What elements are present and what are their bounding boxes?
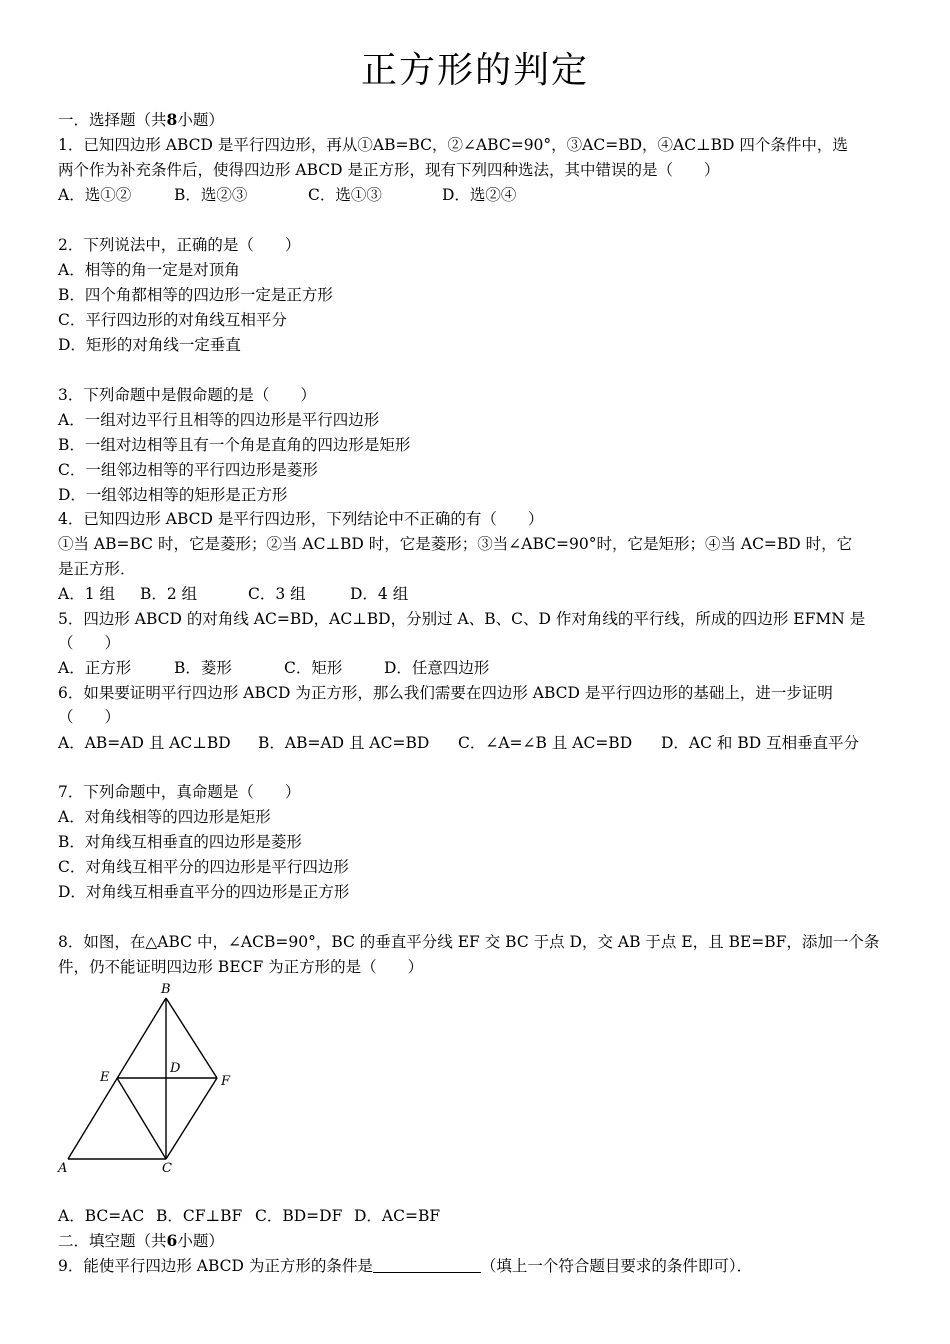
- q6-option-b[interactable]: B．AB=AD 且 AC=BD: [258, 734, 430, 752]
- q6-stem-line2: （ ）: [58, 708, 121, 726]
- q3-option-c[interactable]: C．一组邻边相等的平行四边形是菱形: [58, 461, 318, 479]
- q8-stem-line1: 8．如图，在△ABC 中，∠ACB=90°，BC 的垂直平分线 EF 交 BC 于点 D，交 AB 于点 E，且 BE=BF，添加一个条: [58, 933, 880, 951]
- q8-options: [58, 1204, 898, 1228]
- q7-option-d[interactable]: D．对角线互相垂直平分的四边形是正方形: [58, 883, 350, 901]
- q2-stem: 2．下列说法中，正确的是（ ）: [58, 236, 301, 254]
- q5-option-a[interactable]: A．正方形: [58, 659, 132, 677]
- q7-option-c[interactable]: C．对角线互相平分的四边形是平行四边形: [58, 858, 349, 876]
- q5-stem-line2: （ ）: [58, 634, 121, 652]
- q4-body-line2: 是正方形．: [58, 560, 136, 578]
- q3-option-b[interactable]: B．一组对边相等且有一个角是直角的四边形是矩形: [58, 436, 411, 454]
- point-label-c: C: [162, 1161, 172, 1176]
- section-heading-1: 一．选择题（共8小题）: [58, 110, 224, 129]
- q8-option-a[interactable]: A．BC=AC: [58, 1207, 145, 1225]
- point-label-a: A: [58, 1161, 68, 1176]
- q2-option-d[interactable]: D．矩形的对角线一定垂直: [58, 336, 241, 354]
- q4-option-b[interactable]: B．2 组: [140, 585, 198, 603]
- q4-options: [58, 582, 898, 606]
- q4-stem: 4．已知四边形 ABCD 是平行四边形，下列结论中不正确的有（ ）: [58, 510, 544, 528]
- q5-option-b[interactable]: B．菱形: [174, 659, 232, 677]
- q1-option-b[interactable]: B．选②③: [174, 186, 248, 204]
- q1-option-d[interactable]: D．选②④: [442, 186, 517, 204]
- q3-stem: 3．下列命题中是假命题的是（ ）: [58, 386, 316, 404]
- q5-option-d[interactable]: D．任意四边形: [384, 659, 490, 677]
- q6-option-a[interactable]: A．AB=AD 且 AC⊥BD: [58, 734, 231, 752]
- point-label-f: F: [221, 1074, 231, 1089]
- q8-stem-line2: 件，仍不能证明四边形 BECF 为正方形的是（ ）: [58, 958, 424, 976]
- q2-option-b[interactable]: B．四个角都相等的四边形一定是正方形: [58, 286, 333, 304]
- q8-geometry-figure: [50, 980, 250, 1180]
- q8-option-b[interactable]: B．CF⊥BF: [156, 1207, 243, 1225]
- q1-option-c[interactable]: C．选①③: [308, 186, 382, 204]
- section-heading-2: 二．填空题（共6小题）: [58, 1231, 224, 1250]
- q1-stem-line1: 1．已知四边形 ABCD 是平行四边形，再从①AB=BC，②∠ABC=90°，③AC=BD，④AC⊥BD 四个条件中，选: [58, 136, 848, 154]
- q8-option-c[interactable]: C．BD=DF: [255, 1207, 343, 1225]
- q1-option-a[interactable]: A．选①②: [58, 186, 132, 204]
- q1-options: [58, 183, 898, 207]
- q5-options: [58, 656, 898, 680]
- q2-option-a[interactable]: A．相等的角一定是对顶角: [58, 261, 240, 279]
- point-label-e: E: [100, 1070, 110, 1085]
- q7-stem: 7．下列命题中，真命题是（ ）: [58, 783, 301, 801]
- segment-ec: [117, 1078, 166, 1159]
- q7-option-b[interactable]: B．对角线互相垂直的四边形是菱形: [58, 833, 302, 851]
- q4-body-line1: ①当 AB=BC 时，它是菱形；②当 AC⊥BD 时，它是菱形；③当∠ABC=90°时，它是矩形；④当 AC=BD 时，它: [58, 535, 853, 553]
- q5-stem-line1: 5．四边形 ABCD 的对角线 AC=BD，AC⊥BD，分别过 A、B、C、D 作对角线的平行线，所成的四边形 EFMN 是: [58, 610, 866, 628]
- q6-option-d[interactable]: D．AC 和 BD 互相垂直平分: [661, 734, 860, 752]
- q5-option-c[interactable]: C．矩形: [284, 659, 343, 677]
- q2-option-c[interactable]: C．平行四边形的对角线互相平分: [58, 311, 287, 329]
- q8-option-d[interactable]: D．AC=BF: [354, 1207, 441, 1225]
- q4-option-d[interactable]: D．4 组: [350, 585, 409, 603]
- page-title: 正方形的判定: [360, 50, 589, 91]
- q6-option-c[interactable]: C．∠A=∠B 且 AC=BD: [458, 734, 633, 752]
- segment-cf: [166, 1078, 217, 1159]
- q9-stem: 9．能使平行四边形 ABCD 为正方形的条件是 （填上一个符合题目要求的条件即可）．: [58, 1257, 753, 1275]
- point-label-d: D: [170, 1061, 181, 1076]
- q4-option-a[interactable]: A．1 组: [58, 585, 115, 603]
- q9-answer-blank[interactable]: [373, 1256, 481, 1273]
- point-label-b: B: [161, 982, 171, 997]
- q6-stem-line1: 6．如果要证明平行四边形 ABCD 为正方形，那么我们需要在四边形 ABCD 是平行四边形的基础上，进一步证明: [58, 684, 833, 702]
- q6-options: [58, 731, 898, 755]
- q7-option-a[interactable]: A．对角线相等的四边形是矩形: [58, 808, 271, 826]
- q1-stem-line2: 两个作为补充条件后，使得四边形 ABCD 是正方形，现有下列四种选法，其中错误的是（ ）: [58, 161, 720, 179]
- q4-option-c[interactable]: C．3 组: [248, 585, 306, 603]
- q3-option-d[interactable]: D．一组邻边相等的矩形是正方形: [58, 486, 288, 504]
- q3-option-a[interactable]: A．一组对边平行且相等的四边形是平行四边形: [58, 411, 380, 429]
